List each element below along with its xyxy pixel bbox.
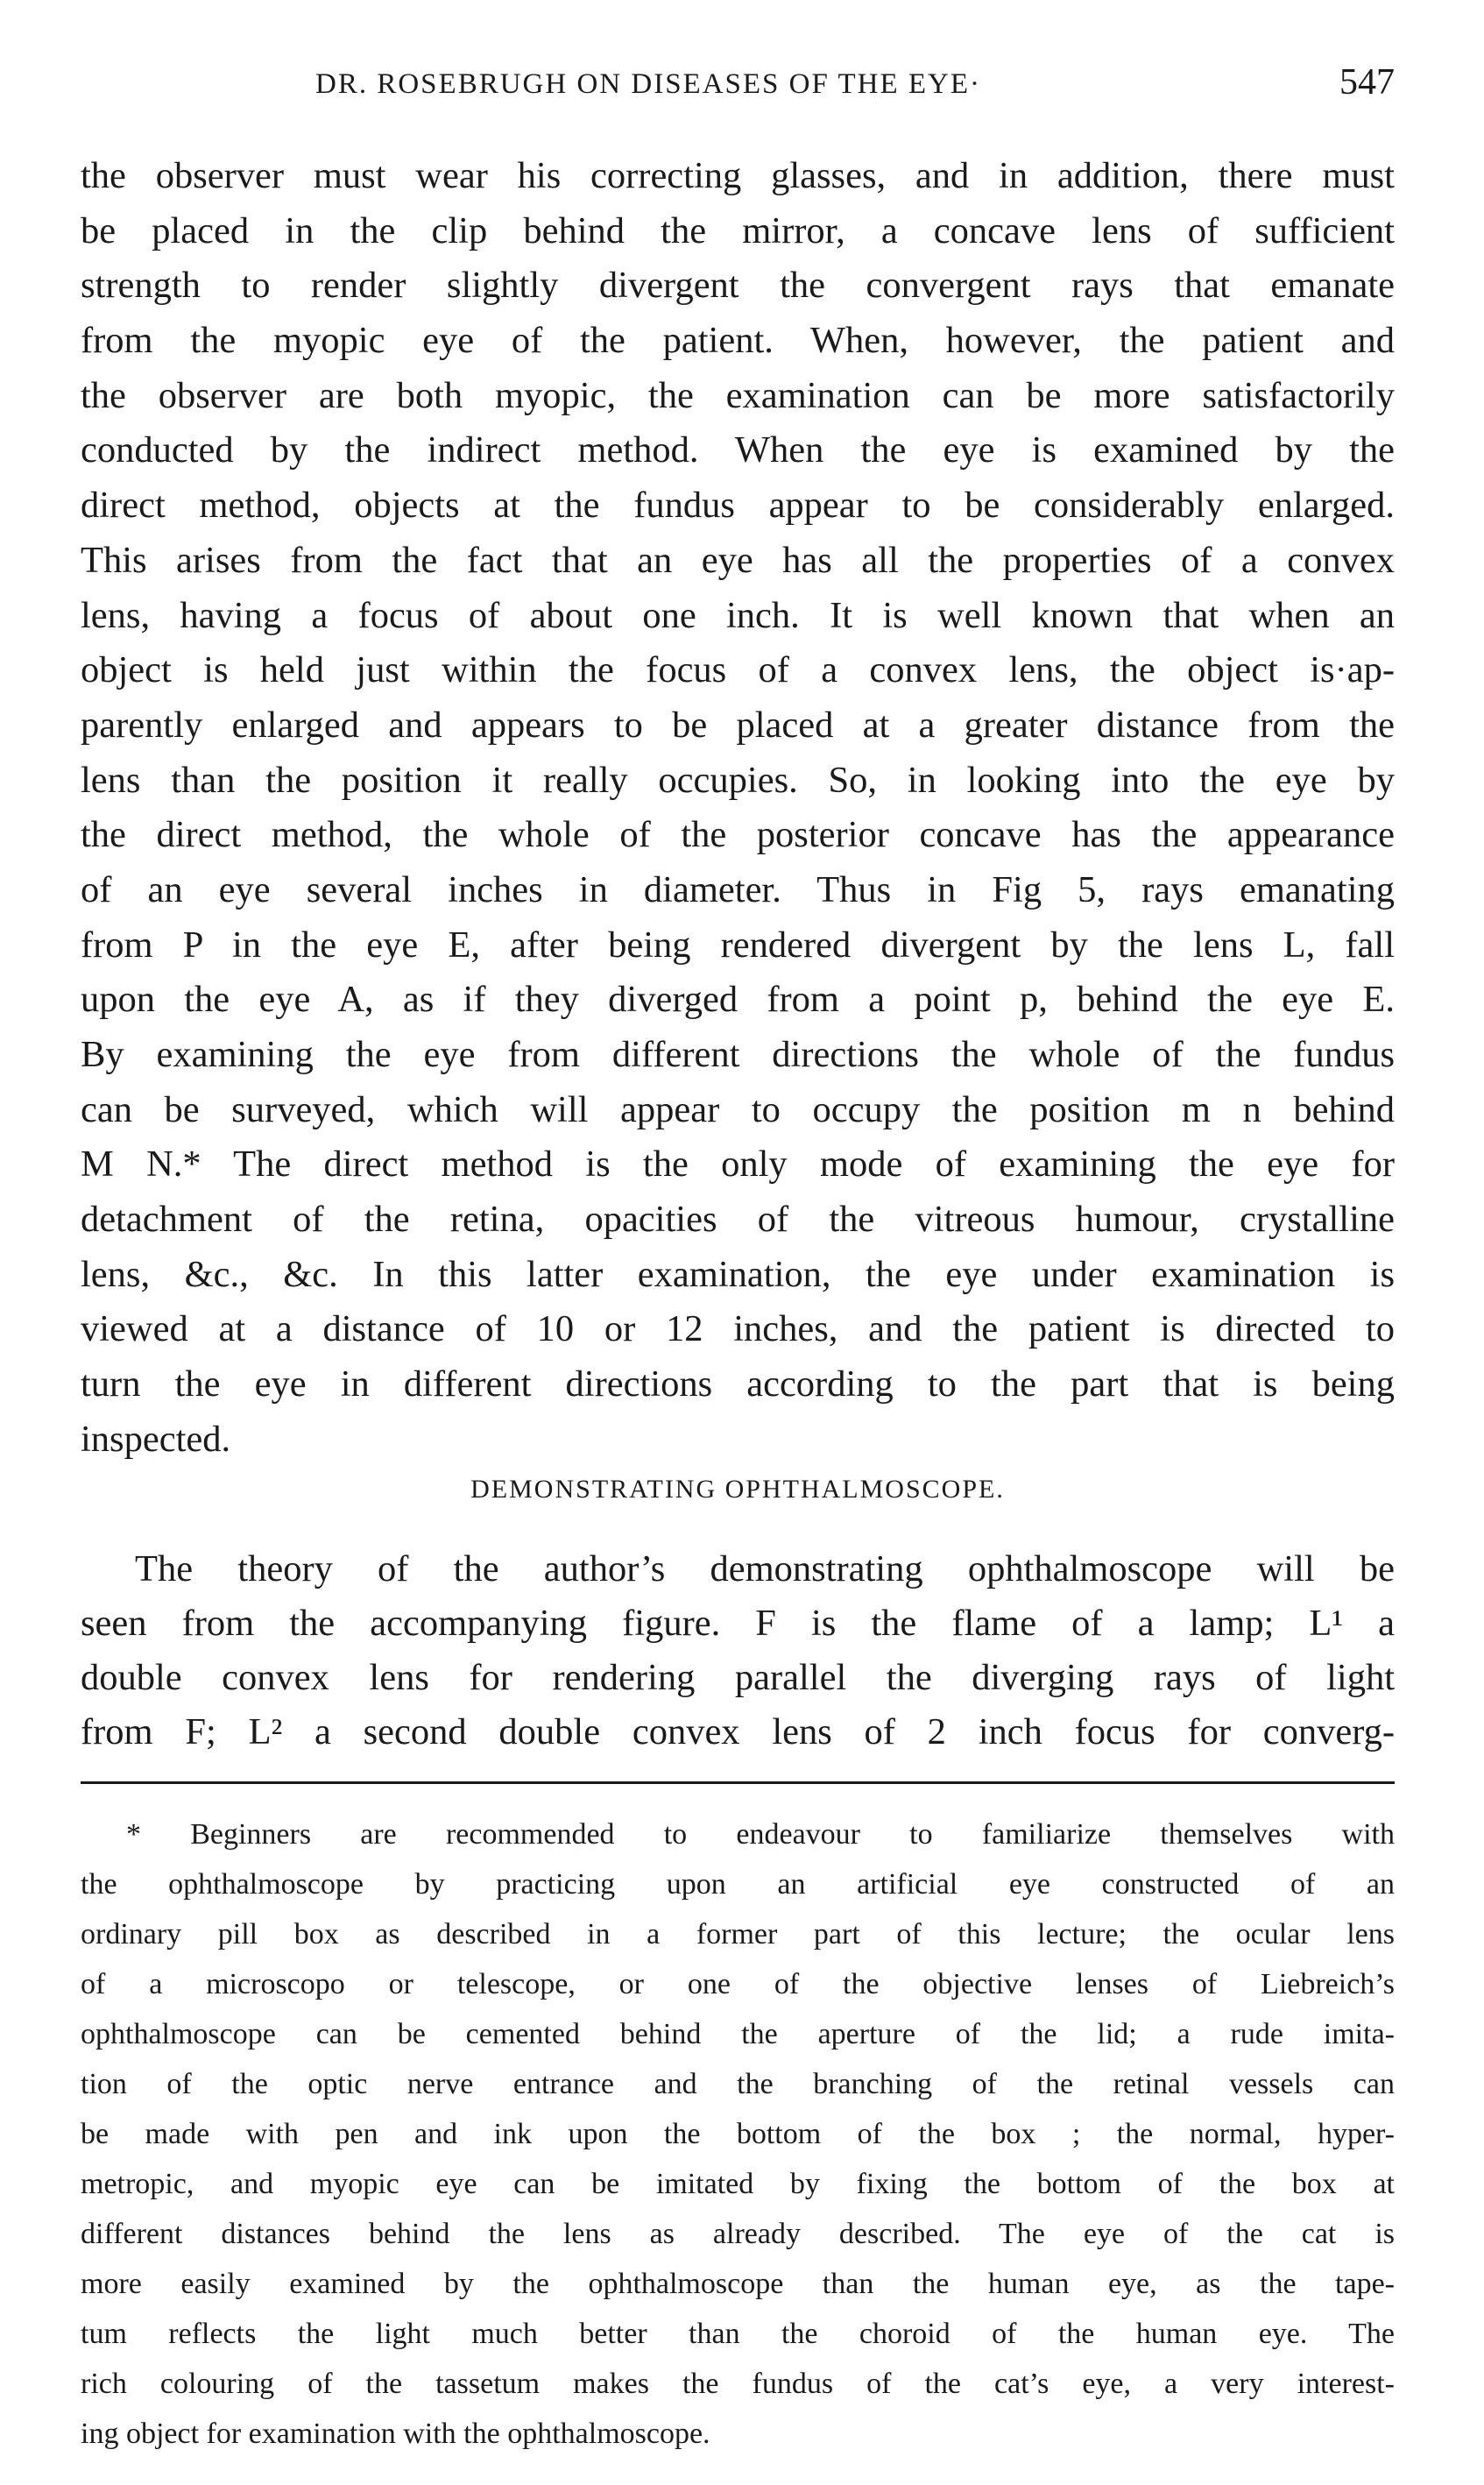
text-line: strength to render slightly divergent the convergent rays that emanate: [81, 265, 1395, 307]
text-line: parently enlarged and appears to be placed at a greater distance from the: [81, 704, 1395, 746]
text-line: be placed in the clip behind the mirror, a concave lens of sufficient: [81, 209, 1395, 251]
text-line: upon the eye A, as if they diverged from a point p, behind the eye E.: [81, 979, 1395, 1021]
footnote-line: rich colouring of the tassetum makes the fundus of the cat’s eye, a very interest-: [81, 2368, 1395, 2400]
text-line: from F; L² a second double convex lens of 2 inch focus for converg-: [81, 1711, 1395, 1752]
text-line: the direct method, the whole of the posterior concave has the appearance: [81, 814, 1395, 856]
footnote-line: the ophthalmoscope by practicing upon an artificial eye constructed of an: [81, 1868, 1395, 1901]
footnote: [81, 1809, 1395, 2459]
text-line: the observer must wear his correcting glasses, and in addition, there must: [81, 155, 1395, 196]
text-line: This arises from the fact that an eye has all the properties of a convex: [81, 539, 1395, 581]
footnote-line: tum reflects the light much better than the choroid of the human eye. The: [81, 2318, 1395, 2350]
text-line: can be surveyed, which will appear to occupy the position m n behind: [81, 1088, 1395, 1130]
text-line: lens than the position it really occupies. So, in looking into the eye by: [81, 759, 1395, 801]
footnote-line: tion of the optic nerve entrance and the branching of the retinal vessels can: [81, 2068, 1395, 2100]
text-line: from the myopic eye of the patient. When, however, the patient and: [81, 320, 1395, 362]
footnote-line: * Beginners are recommended to endeavour to familiarize themselves with: [126, 1818, 1395, 1851]
text-line: M N.* The direct method is the only mode of examining the eye for: [81, 1143, 1395, 1186]
text-line: of an eye several inches in diameter. Thus in Fig 5, rays emanating: [81, 868, 1395, 910]
footnote-line: ing object for examination with the ophthalmoscope.: [81, 2418, 710, 2450]
text-line: lens, having a focus of about one inch. It is well known that when an: [81, 594, 1395, 636]
footnote-line: ophthalmoscope can be cemented behind the aperture of the lid; a rude imita-: [81, 2018, 1395, 2050]
footnote-line: different distances behind the lens as already described. The eye of the cat is: [81, 2218, 1395, 2250]
text-line: from P in the eye E, after being rendered divergent by the lens L, fall: [81, 924, 1395, 966]
footnote-divider: [81, 1781, 1395, 1784]
body-paragraph: [81, 1542, 1395, 1759]
page-header: [315, 61, 1395, 114]
text-line: By examining the eye from different directions the whole of the fundus: [81, 1034, 1395, 1075]
text-line: detachment of the retina, opacities of the vitreous humour, crystalline: [81, 1199, 1395, 1241]
text-line: seen from the accompanying figure. F is the flame of a lamp; L¹ a: [81, 1603, 1395, 1644]
footnote-line: metropic, and myopic eye can be imitated by fixing the bottom of the box at: [81, 2168, 1395, 2200]
text-line: conducted by the indirect method. When the eye is examined by the: [81, 429, 1395, 471]
text-line: turn the eye in different directions according to the part that is being: [81, 1363, 1395, 1405]
footnote-line: be made with pen and ink upon the bottom of the box ; the normal, hyper-: [81, 2118, 1395, 2150]
text-line: lens, &c., &c. In this latter examination, the eye under examination is: [81, 1253, 1395, 1295]
text-line: viewed at a distance of 10 or 12 inches, and the patient is directed to: [81, 1308, 1395, 1350]
text-line: double convex lens for rendering parallel the diverging rays of light: [81, 1657, 1395, 1698]
section-heading: DEMONSTRATING OPHTHALMOSCOPE.: [470, 1475, 1005, 1504]
text-line: the observer are both myopic, the examination can be more satisfactorily: [81, 374, 1395, 416]
page-number: 547: [1339, 62, 1395, 103]
text-line: object is held just within the focus of a convex lens, the object is·ap-: [81, 649, 1395, 691]
footnote-line: ordinary pill box as described in a former part of this lecture; the ocular lens: [81, 1918, 1395, 1950]
body-paragraph: [81, 149, 1395, 1468]
text-line: inspected.: [81, 1418, 231, 1460]
text-line: The theory of the author’s demonstrating ophthalmoscope will be: [135, 1548, 1395, 1589]
footnote-line: more easily examined by the ophthalmoscope than the human eye, as the tape-: [81, 2268, 1395, 2300]
running-head: DR. ROSEBRUGH ON DISEASES OF THE EYE·: [315, 68, 982, 100]
text-line: direct method, objects at the fundus appear to be considerably enlarged.: [81, 485, 1395, 527]
footnote-line: of a microscopo or telescope, or one of the objective lenses of Liebreich’s: [81, 1968, 1395, 2000]
